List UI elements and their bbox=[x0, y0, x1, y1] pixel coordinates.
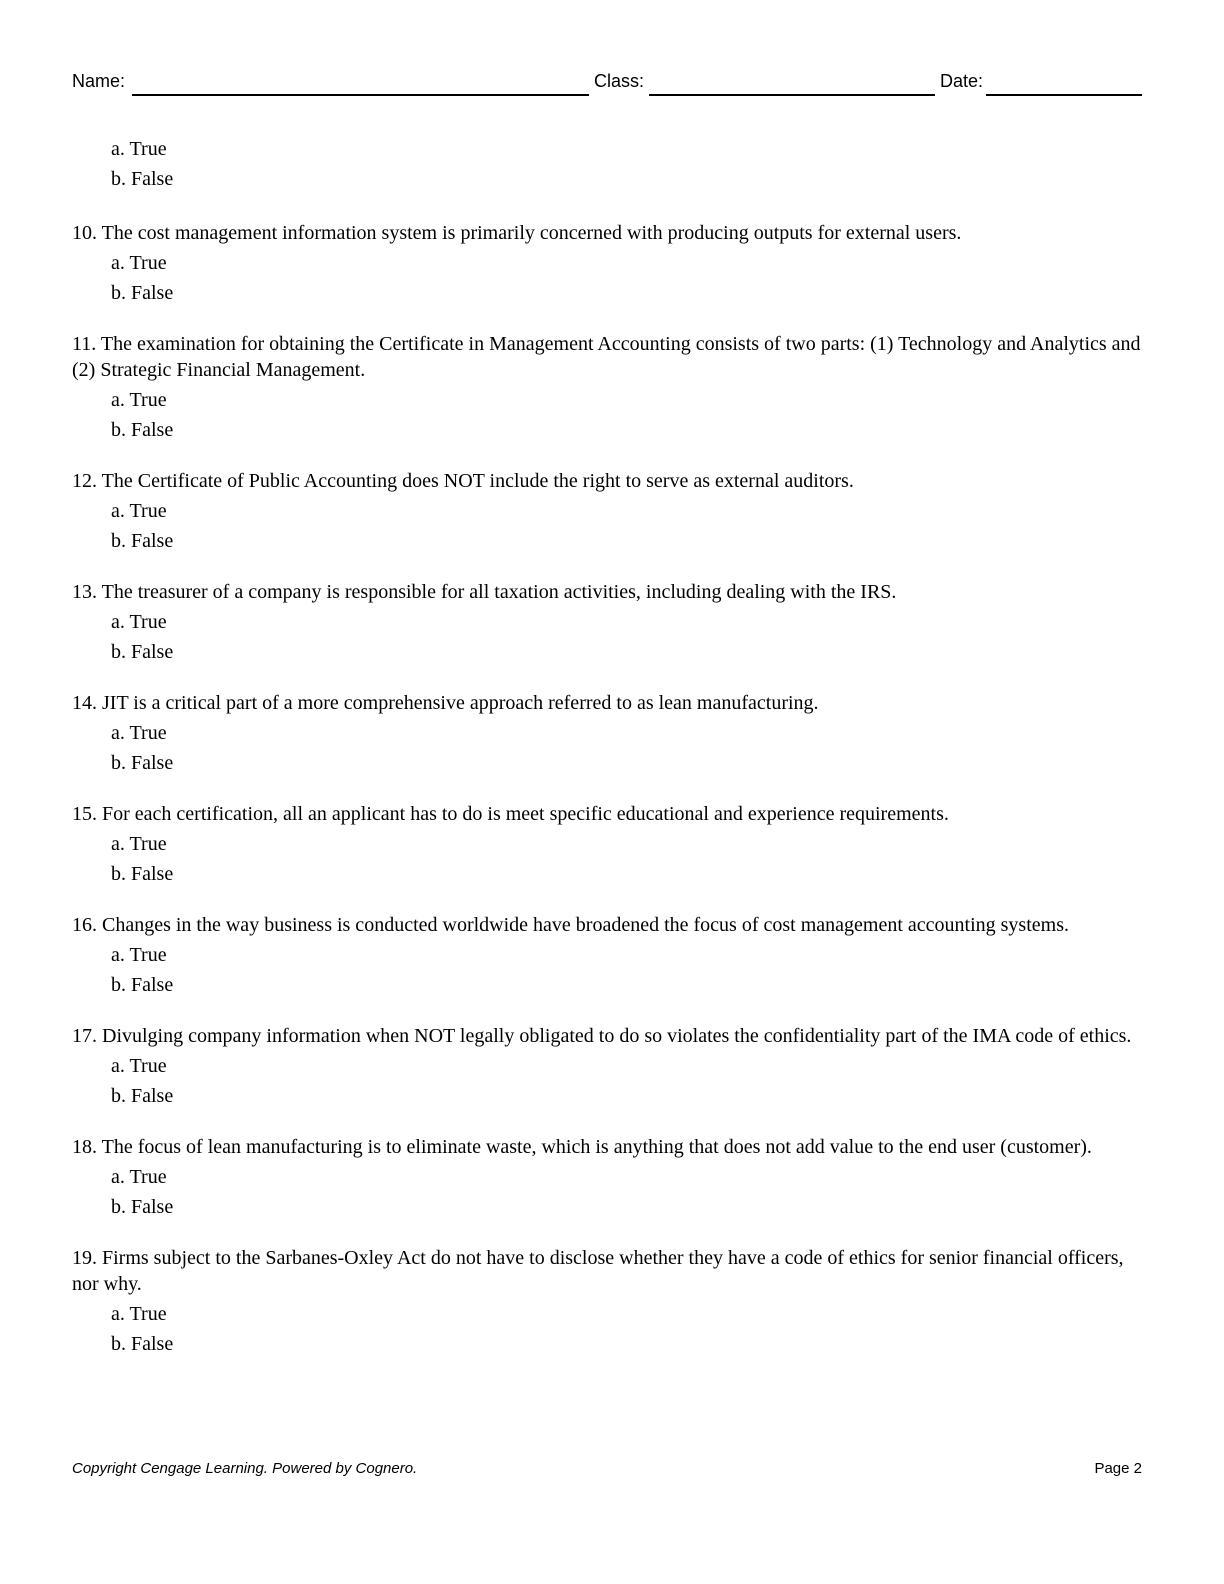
answer-options bbox=[72, 607, 1142, 667]
option-false: b. False bbox=[111, 282, 174, 304]
date-label: Date: bbox=[940, 71, 984, 91]
question-list bbox=[0, 220, 1224, 1359]
question-text: 19. Firms subject to the Sarbanes-Oxley Act do not have to disclose whether they have a code of ethics for senior financial officers, nor why. bbox=[72, 1247, 1124, 1295]
answer-options bbox=[72, 829, 1142, 889]
class-blank-line bbox=[649, 94, 935, 96]
option-false: b. False bbox=[111, 641, 174, 663]
name-blank-line bbox=[132, 94, 589, 96]
question-item bbox=[72, 690, 1142, 778]
option-false: b. False bbox=[111, 863, 174, 885]
question-item bbox=[72, 331, 1142, 445]
page-number: Page 2 bbox=[1094, 1460, 1142, 1477]
student-info-header bbox=[72, 70, 1142, 98]
option-true: a. True bbox=[111, 611, 167, 633]
option-true: a. True bbox=[111, 722, 167, 744]
question-text: 10. The cost management information system is primarily concerned with producing outputs for external users. bbox=[72, 222, 962, 244]
question-text: 13. The treasurer of a company is responsible for all taxation activities, including dealing with the IRS. bbox=[72, 581, 897, 603]
answer-options bbox=[72, 385, 1142, 445]
question-item bbox=[72, 220, 1142, 308]
option-false: b. False bbox=[111, 974, 174, 996]
answer-options bbox=[72, 1299, 1142, 1359]
answer-options bbox=[72, 718, 1142, 778]
question-item bbox=[72, 1245, 1142, 1359]
option-false: b. False bbox=[111, 1085, 174, 1107]
answer-options bbox=[72, 940, 1142, 1000]
question-text: 12. The Certificate of Public Accounting does NOT include the right to serve as external auditors. bbox=[72, 470, 854, 492]
answer-options bbox=[72, 496, 1142, 556]
question-text: 11. The examination for obtaining the Certificate in Management Accounting consists of two parts: (1) Technology and Analytics and (2) Strategic Financial Management. bbox=[72, 333, 1141, 381]
question-item bbox=[72, 801, 1142, 889]
question-text: 17. Divulging company information when NOT legally obligated to do so violates the confidentiality part of the IMA code of ethics. bbox=[72, 1025, 1132, 1047]
option-true: a. True bbox=[111, 500, 167, 522]
question-item bbox=[72, 579, 1142, 667]
option-false: b. False bbox=[111, 530, 174, 552]
name-label: Name: bbox=[72, 71, 126, 91]
option-false: b. False bbox=[111, 752, 174, 774]
date-blank-line bbox=[986, 94, 1142, 96]
answer-options bbox=[72, 1051, 1142, 1111]
option-false: b. False bbox=[111, 168, 174, 190]
option-true: a. True bbox=[111, 1303, 167, 1325]
answer-options bbox=[72, 248, 1142, 308]
question-item bbox=[72, 468, 1142, 556]
option-false: b. False bbox=[111, 1196, 174, 1218]
question-text: 15. For each certification, all an applicant has to do is meet specific educational and experience requirements. bbox=[72, 803, 949, 825]
option-true: a. True bbox=[111, 252, 167, 274]
question-item bbox=[72, 1134, 1142, 1222]
class-label: Class: bbox=[594, 71, 645, 91]
question-item bbox=[72, 1023, 1142, 1111]
option-false: b. False bbox=[111, 1333, 174, 1355]
answer-options bbox=[72, 1162, 1142, 1222]
question-text: 16. Changes in the way business is conducted worldwide have broadened the focus of cost management accounting systems. bbox=[72, 914, 1069, 936]
option-true: a. True bbox=[111, 944, 167, 966]
option-true: a. True bbox=[111, 138, 167, 160]
question-text: 18. The focus of lean manufacturing is to eliminate waste, which is anything that does not add value to the end user (customer). bbox=[72, 1136, 1092, 1158]
option-false: b. False bbox=[111, 419, 174, 441]
question-item bbox=[72, 912, 1142, 1000]
option-true: a. True bbox=[111, 833, 167, 855]
option-true: a. True bbox=[111, 1166, 167, 1188]
option-true: a. True bbox=[111, 1055, 167, 1077]
question-text: 14. JIT is a critical part of a more comprehensive approach referred to as lean manufacturing. bbox=[72, 692, 819, 714]
carryover-options bbox=[72, 134, 1142, 194]
copyright-notice: Copyright Cengage Learning. Powered by Cognero. bbox=[72, 1460, 418, 1477]
option-true: a. True bbox=[111, 389, 167, 411]
